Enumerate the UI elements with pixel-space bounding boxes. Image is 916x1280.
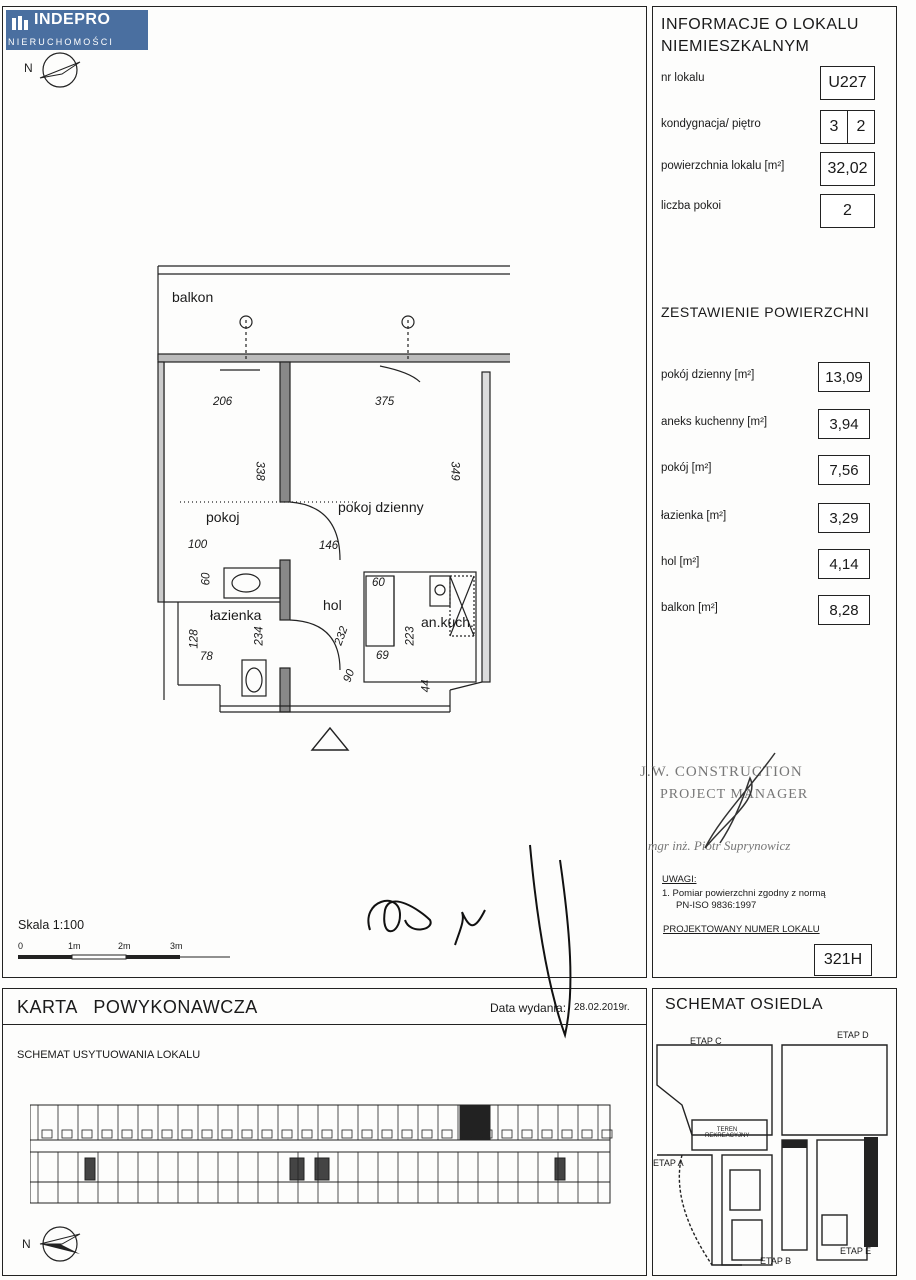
scale-2m: 2m: [118, 941, 131, 951]
nr-value: U227: [820, 66, 875, 100]
compass-icon: [22, 50, 82, 94]
info-title-2: NIEMIESZKALNYM: [661, 38, 810, 55]
kond-label: kondygnacja/ piętro: [661, 118, 761, 130]
proj-label: PROJEKTOWANY NUMER LOKALU: [663, 924, 820, 935]
pow-value: 32,02: [820, 152, 875, 186]
stamp-line1: J.W. CONSTRUCTION: [640, 764, 803, 780]
summary-label-0: pokój dzienny [m²]: [661, 369, 755, 381]
svg-text:N: N: [24, 61, 33, 75]
stamp-signature: [690, 748, 790, 858]
dim-338: 338: [253, 461, 266, 481]
karta-title: KARTA POWYKONAWCZA: [17, 997, 258, 1017]
summary-value-1: 3,94: [818, 409, 870, 439]
etap-d: ETAP D: [837, 1030, 869, 1040]
etap-c: ETAP C: [690, 1036, 722, 1046]
nr-label: nr lokalu: [661, 72, 705, 84]
room-pokoj-dzienny: pokoj dzienny: [338, 499, 424, 515]
osiedle-title: SCHEMAT OSIEDLA: [665, 996, 824, 1013]
dim-375: 375: [375, 396, 395, 408]
dim-60-b: 60: [372, 577, 385, 589]
stamp-line3: mgr inż. Piotr Suprynowicz: [648, 838, 791, 853]
logo-brand: INDEPRO: [34, 11, 111, 28]
summary-label-2: pokój [m²]: [661, 462, 712, 474]
dim-100: 100: [188, 539, 208, 551]
logo-sub: NIERUCHOMOŚCI: [8, 37, 115, 47]
dim-44: 44: [420, 679, 433, 693]
dim-78: 78: [200, 651, 213, 663]
etap-e: ETAP E: [840, 1246, 872, 1256]
floor-plan: [150, 260, 510, 760]
room-pokoj: pokoj: [206, 509, 240, 525]
notes-line2: PN-ISO 9836:1997: [676, 900, 757, 911]
pokoi-value: 2: [820, 194, 875, 228]
scale-label: Skala 1:100: [18, 918, 85, 932]
dim-223: 223: [404, 626, 417, 646]
summary-label-3: łazienka [m²]: [661, 510, 727, 522]
building-schematic: [30, 1100, 615, 1210]
summary-value-4: 4,14: [818, 549, 870, 579]
summary-title: ZESTAWIENIE POWIERZCHNI: [661, 304, 870, 320]
compass-bottom-icon: [20, 1222, 82, 1266]
etap-b: ETAP B: [760, 1256, 792, 1266]
summary-label-4: hol [m²]: [661, 556, 700, 568]
notes-line1: 1. Pomiar powierzchni zgodny z normą: [662, 888, 826, 899]
room-hol: hol: [323, 597, 342, 613]
notes-title: UWAGI:: [662, 874, 697, 885]
date-label: Data wydania:: [490, 1001, 567, 1015]
dim-128: 128: [188, 629, 201, 649]
date-value: 28.02.2019r.: [574, 1002, 630, 1013]
scale-3m: 3m: [170, 941, 183, 951]
summary-value-2: 7,56: [818, 455, 870, 485]
dim-90: 90: [341, 667, 358, 685]
teren-rekreacyjny: TEREN REKREACYJNY: [705, 1127, 750, 1139]
dim-60-a: 60: [200, 572, 213, 586]
dim-232: 232: [332, 624, 351, 648]
summary-label-1: aneks kuchenny [m²]: [661, 416, 768, 428]
info-title-1: INFORMACJE O LOKALU: [661, 16, 859, 33]
pietro-value: 2: [847, 110, 875, 144]
karta-divider: [2, 1024, 647, 1025]
dim-69: 69: [376, 650, 389, 662]
schemat-lokalu-label: SCHEMAT USYTUOWANIA LOKALU: [17, 1049, 201, 1061]
osiedle-map: [652, 1025, 897, 1275]
building-icon: [11, 15, 29, 31]
svg-text:N: N: [22, 1237, 31, 1251]
scale-1m: 1m: [68, 941, 81, 951]
proj-value: 321H: [814, 944, 872, 976]
scale-bar: [18, 953, 233, 961]
dim-234: 234: [253, 626, 266, 646]
summary-value-5: 8,28: [818, 595, 870, 625]
summary-value-3: 3,29: [818, 503, 870, 533]
summary-value-0: 13,09: [818, 362, 870, 392]
indepro-logo: [6, 10, 148, 50]
stamp-line2: PROJECT MANAGER: [660, 787, 809, 802]
dim-349: 349: [448, 461, 461, 481]
pokoi-label: liczba pokoi: [661, 200, 722, 212]
dim-146: 146: [319, 540, 339, 552]
kond-value: 3: [820, 110, 848, 144]
dim-206: 206: [213, 396, 233, 408]
summary-label-5: balkon [m²]: [661, 602, 718, 614]
room-balkon: balkon: [172, 289, 214, 305]
etap-a: ETAP A: [653, 1158, 684, 1168]
room-aneks: an.kuch.: [421, 614, 474, 630]
pow-label: powierzchnia lokalu [m²]: [661, 160, 785, 172]
scale-0: 0: [18, 941, 24, 951]
room-lazienka: łazienka: [210, 607, 262, 623]
